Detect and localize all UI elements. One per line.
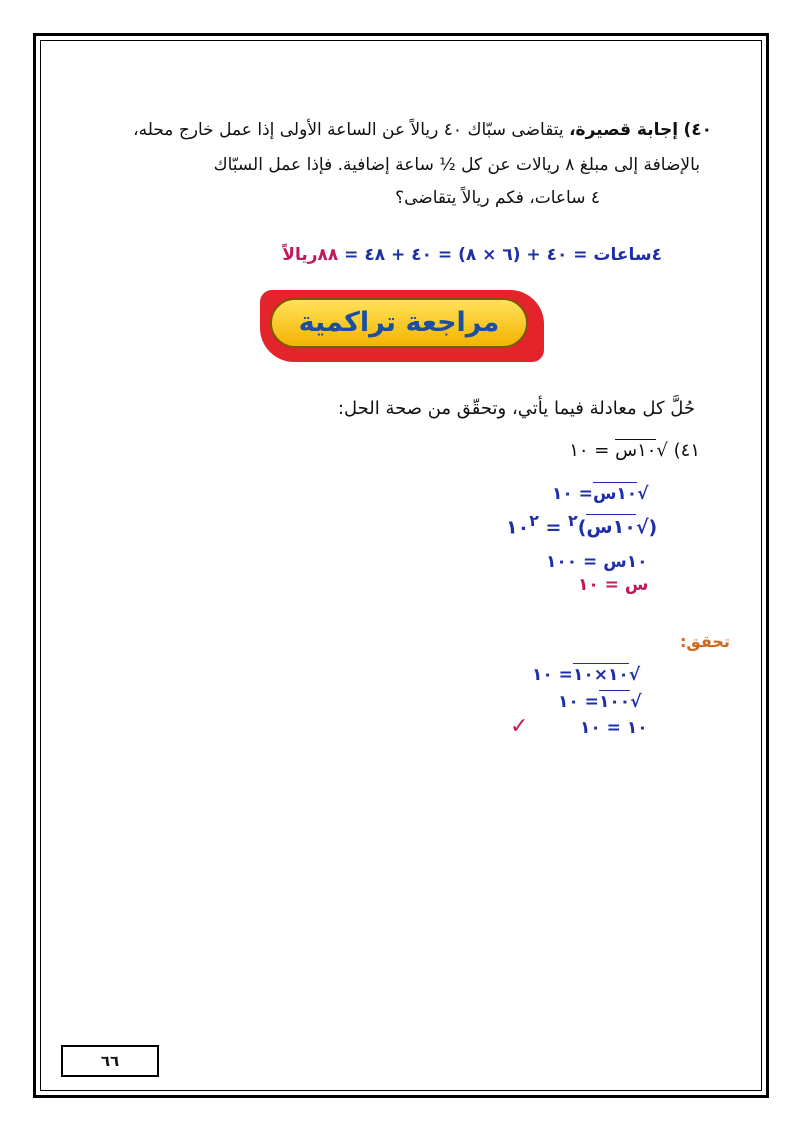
equation-rhs: = ١٠ (569, 440, 610, 461)
check-rhs: = ١٠ (558, 692, 599, 712)
banner-title: مراجعة تراكمية (298, 307, 500, 338)
solution-step-1 (552, 484, 649, 504)
sqrt-icon: √ (637, 484, 649, 504)
solution-step-4: س = ١٠ (578, 575, 649, 595)
problem-40-text-1: يتقاضى سبّاك ٤٠ ريالاً عن الساعة الأولى إذا عمل خارج محله، (133, 120, 564, 140)
checkmark-icon: ✓ (510, 714, 529, 739)
step-rhs: = ١٠ (506, 516, 562, 539)
radicand: ١٠×١٠ (572, 665, 629, 685)
radicand: ١٠س (592, 484, 638, 504)
radicand: ١٠س (586, 516, 636, 539)
exponent-rhs: ٢ (529, 511, 539, 530)
problem-41-number: ٤١) (673, 440, 700, 461)
problem-40-line-2: بالإضافة إلى مبلغ ٨ ريالات عن كل ½ ساعة إضافية. فإذا عمل السبّاك (213, 155, 700, 175)
check-line-3: ١٠ = ١٠ (580, 718, 648, 738)
problem-40-title: إجابة قصيرة، (569, 120, 679, 140)
check-rhs: = ١٠ (532, 665, 573, 685)
problem-40-line-3: ٤ ساعات، فكم ريالاً يتقاضى؟ (395, 188, 600, 208)
paren-open: ( (648, 516, 658, 539)
step-rhs: = ١٠ (552, 484, 593, 504)
check-line-2 (558, 692, 641, 712)
radicand: ١٠٠ (598, 692, 631, 712)
check-line-1 (532, 665, 640, 685)
solution-step-3: ١٠س = ١٠٠ (546, 552, 648, 572)
cumulative-review-banner (250, 288, 550, 364)
check-label: تحقق: (680, 632, 730, 651)
page-number: ٦٦ (61, 1045, 159, 1077)
paren-close: ) (577, 516, 587, 539)
problem-41 (569, 440, 700, 461)
sqrt-icon: √ (630, 692, 642, 712)
sqrt-icon: √ (628, 665, 641, 685)
instructions: حُلَّ كل معادلة فيما يأتي، وتحقّق من صحة الحل: (337, 398, 695, 419)
answer-result: ٨٨ريالاً (282, 245, 339, 265)
problem-40-line-1 (133, 120, 712, 140)
exponent: ٢ (568, 511, 578, 530)
solution-step-2 (506, 511, 657, 538)
sqrt-icon: √ (635, 516, 649, 539)
answer-expression: ٤ساعات = ٤٠ + (٦ × ٨) = ٤٠ + ٤٨ = (338, 245, 662, 265)
radicand: ١٠س (615, 440, 657, 461)
sqrt-icon: √ (656, 440, 668, 461)
problem-40-answer (282, 245, 662, 265)
problem-40-number: ٤٠) (683, 120, 712, 140)
